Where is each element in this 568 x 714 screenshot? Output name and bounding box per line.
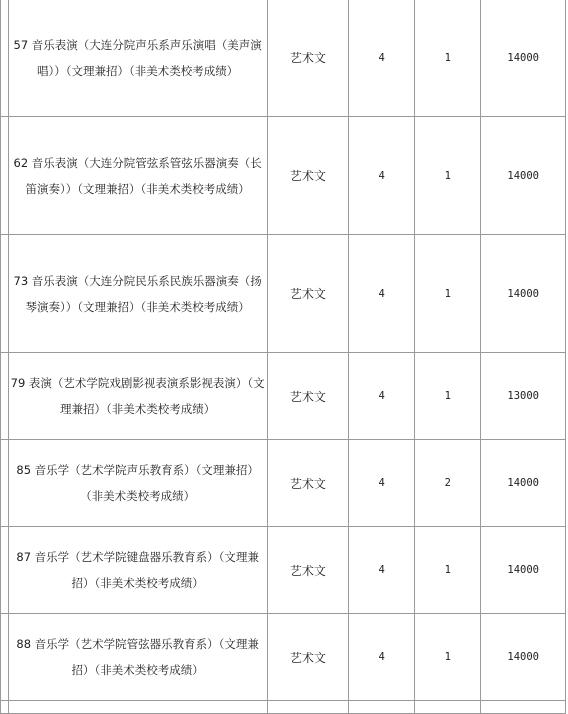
row-edge-cell (1, 353, 9, 440)
count-cell: 1 (415, 117, 481, 235)
years-cell: 4 (349, 527, 415, 614)
category-cell: 艺术文 (267, 117, 348, 235)
fee-cell: 13000 (481, 353, 566, 440)
major-name-cell: 87 音乐学（艺术学院键盘器乐教育系）（文理兼招）（非美术类校考成绩） (8, 527, 267, 614)
years-cell: 4 (349, 440, 415, 527)
row-edge-cell (1, 117, 9, 235)
fee-cell: 14000 (481, 235, 566, 353)
major-name-cell: 73 音乐表演（大连分院民乐系民族乐器演奏（扬琴演奏））（文理兼招）（非美术类校考成绩） (8, 235, 267, 353)
table-row (1, 440, 566, 527)
count-cell: 1 (415, 0, 481, 117)
row-edge-cell (1, 701, 9, 714)
years-cell (349, 701, 415, 714)
count-cell (415, 701, 481, 714)
major-name-cell: 79 表演（艺术学院戏剧影视表演系影视表演）（文理兼招）（非美术类校考成绩） (8, 353, 267, 440)
count-cell: 2 (415, 440, 481, 527)
row-edge-cell (1, 0, 9, 117)
fee-cell: 14000 (481, 117, 566, 235)
fee-cell (481, 701, 566, 714)
fee-cell: 14000 (481, 440, 566, 527)
category-cell: 艺术文 (267, 527, 348, 614)
count-cell: 1 (415, 527, 481, 614)
count-cell: 1 (415, 353, 481, 440)
category-cell (267, 701, 348, 714)
fee-cell: 14000 (481, 527, 566, 614)
row-edge-cell (1, 614, 9, 701)
major-name-cell: 57 音乐表演（大连分院声乐系声乐演唱（美声演唱））（文理兼招）（非美术类校考成绩） (8, 0, 267, 117)
table-row (1, 614, 566, 701)
table-row (1, 117, 566, 235)
category-cell: 艺术文 (267, 440, 348, 527)
major-name-cell (8, 701, 267, 714)
category-cell: 艺术文 (267, 0, 348, 117)
table-row (1, 235, 566, 353)
major-name-cell: 62 音乐表演（大连分院管弦系管弦乐器演奏（长笛演奏））（文理兼招）（非美术类校考成绩） (8, 117, 267, 235)
table-row (1, 0, 566, 117)
count-cell: 1 (415, 614, 481, 701)
years-cell: 4 (349, 0, 415, 117)
major-name-cell: 85 音乐学（艺术学院声乐教育系）（文理兼招）（非美术类校考成绩） (8, 440, 267, 527)
years-cell: 4 (349, 235, 415, 353)
category-cell: 艺术文 (267, 235, 348, 353)
row-edge-cell (1, 235, 9, 353)
fee-cell: 14000 (481, 0, 566, 117)
table-row (1, 353, 566, 440)
row-edge-cell (1, 527, 9, 614)
table-row-partial (1, 701, 566, 714)
years-cell: 4 (349, 614, 415, 701)
major-name-cell: 88 音乐学（艺术学院管弦器乐教育系）（文理兼招）（非美术类校考成绩） (8, 614, 267, 701)
category-cell: 艺术文 (267, 614, 348, 701)
fee-cell: 14000 (481, 614, 566, 701)
category-cell: 艺术文 (267, 353, 348, 440)
count-cell: 1 (415, 235, 481, 353)
years-cell: 4 (349, 353, 415, 440)
years-cell: 4 (349, 117, 415, 235)
row-edge-cell (1, 440, 9, 527)
table-row (1, 527, 566, 614)
